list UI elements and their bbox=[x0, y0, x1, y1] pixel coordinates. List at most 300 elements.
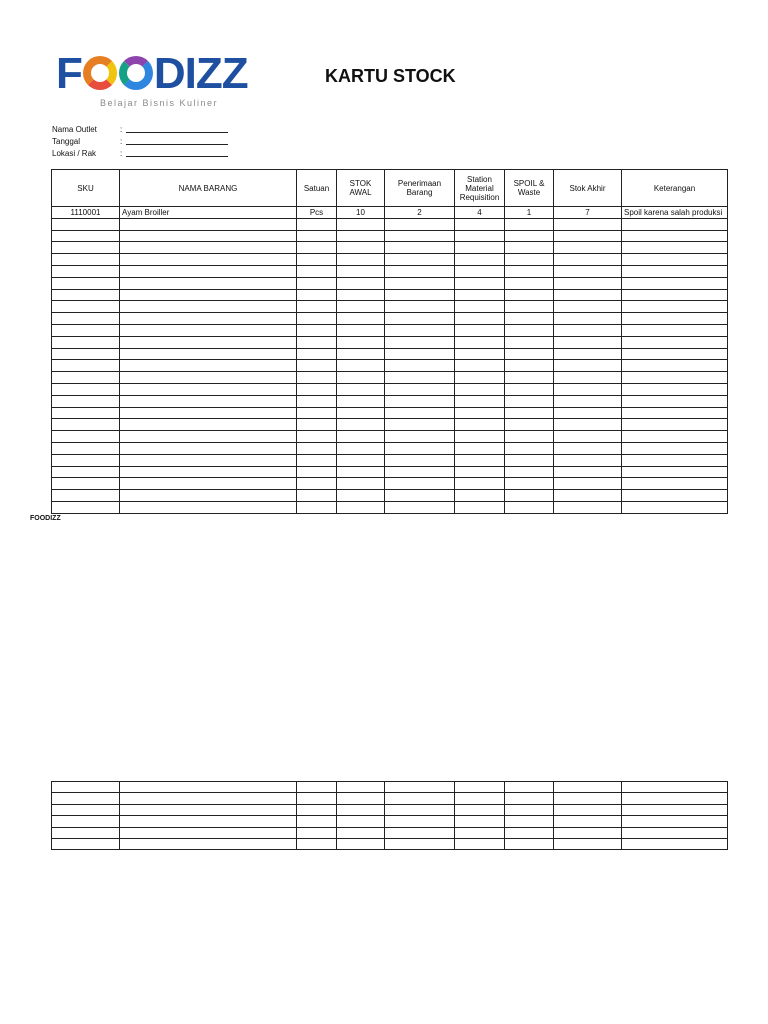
empty-cell[interactable] bbox=[120, 442, 297, 454]
empty-cell[interactable] bbox=[554, 478, 622, 490]
empty-cell[interactable] bbox=[622, 407, 728, 419]
empty-cell[interactable] bbox=[52, 454, 120, 466]
empty-cell[interactable] bbox=[297, 431, 337, 443]
empty-cell[interactable] bbox=[385, 277, 455, 289]
empty-cell[interactable] bbox=[554, 793, 622, 804]
empty-cell[interactable] bbox=[455, 324, 505, 336]
empty-cell[interactable] bbox=[52, 265, 120, 277]
empty-cell[interactable] bbox=[385, 242, 455, 254]
empty-cell[interactable] bbox=[52, 360, 120, 372]
empty-cell[interactable] bbox=[554, 289, 622, 301]
empty-cell[interactable] bbox=[297, 289, 337, 301]
empty-cell[interactable] bbox=[52, 242, 120, 254]
empty-cell[interactable] bbox=[297, 407, 337, 419]
empty-cell[interactable] bbox=[505, 490, 554, 502]
empty-cell[interactable] bbox=[622, 360, 728, 372]
empty-cell[interactable] bbox=[385, 360, 455, 372]
empty-cell[interactable] bbox=[554, 827, 622, 838]
empty-cell[interactable] bbox=[120, 501, 297, 513]
table-row bbox=[52, 478, 728, 490]
empty-cell[interactable] bbox=[385, 466, 455, 478]
empty-cell[interactable] bbox=[337, 419, 385, 431]
empty-cell[interactable] bbox=[505, 324, 554, 336]
empty-cell[interactable] bbox=[297, 816, 337, 827]
empty-cell[interactable] bbox=[455, 490, 505, 502]
empty-cell[interactable] bbox=[455, 442, 505, 454]
empty-cell[interactable] bbox=[120, 242, 297, 254]
empty-cell[interactable] bbox=[505, 336, 554, 348]
empty-cell[interactable] bbox=[505, 218, 554, 230]
empty-cell[interactable] bbox=[505, 383, 554, 395]
empty-cell[interactable] bbox=[554, 490, 622, 502]
empty-cell[interactable] bbox=[622, 816, 728, 827]
empty-cell[interactable] bbox=[52, 395, 120, 407]
empty-cell[interactable] bbox=[52, 407, 120, 419]
empty-cell[interactable] bbox=[337, 490, 385, 502]
empty-cell[interactable] bbox=[52, 301, 120, 313]
empty-cell[interactable] bbox=[120, 431, 297, 443]
empty-cell[interactable] bbox=[455, 466, 505, 478]
empty-cell[interactable] bbox=[505, 442, 554, 454]
empty-cell[interactable] bbox=[297, 230, 337, 242]
empty-cell[interactable] bbox=[337, 442, 385, 454]
empty-cell[interactable] bbox=[120, 804, 297, 815]
empty-cell[interactable] bbox=[337, 827, 385, 838]
empty-cell[interactable] bbox=[337, 782, 385, 793]
empty-cell[interactable] bbox=[622, 431, 728, 443]
empty-cell[interactable] bbox=[505, 254, 554, 266]
empty-cell[interactable] bbox=[120, 218, 297, 230]
empty-cell[interactable] bbox=[455, 431, 505, 443]
empty-cell[interactable] bbox=[120, 454, 297, 466]
empty-cell[interactable] bbox=[622, 313, 728, 325]
empty-cell[interactable] bbox=[337, 395, 385, 407]
empty-cell[interactable] bbox=[52, 336, 120, 348]
empty-cell[interactable] bbox=[455, 372, 505, 384]
empty-cell[interactable] bbox=[385, 804, 455, 815]
empty-cell[interactable] bbox=[385, 407, 455, 419]
empty-cell[interactable] bbox=[554, 265, 622, 277]
empty-cell[interactable] bbox=[297, 827, 337, 838]
empty-cell[interactable] bbox=[297, 313, 337, 325]
empty-cell[interactable] bbox=[554, 501, 622, 513]
empty-cell[interactable] bbox=[52, 782, 120, 793]
empty-cell[interactable] bbox=[120, 827, 297, 838]
empty-cell[interactable] bbox=[505, 838, 554, 849]
empty-cell[interactable] bbox=[297, 490, 337, 502]
cell-sku[interactable]: 1110001 bbox=[52, 207, 120, 219]
empty-cell[interactable] bbox=[455, 230, 505, 242]
empty-cell[interactable] bbox=[337, 407, 385, 419]
empty-cell[interactable] bbox=[505, 419, 554, 431]
empty-cell[interactable] bbox=[297, 254, 337, 266]
empty-cell[interactable] bbox=[554, 419, 622, 431]
empty-cell[interactable] bbox=[385, 324, 455, 336]
empty-cell[interactable] bbox=[385, 336, 455, 348]
empty-cell[interactable] bbox=[120, 360, 297, 372]
empty-cell[interactable] bbox=[622, 301, 728, 313]
empty-cell[interactable] bbox=[622, 478, 728, 490]
empty-cell[interactable] bbox=[337, 816, 385, 827]
empty-cell[interactable] bbox=[455, 277, 505, 289]
empty-cell[interactable] bbox=[385, 348, 455, 360]
empty-cell[interactable] bbox=[554, 407, 622, 419]
empty-cell[interactable] bbox=[385, 254, 455, 266]
empty-cell[interactable] bbox=[622, 372, 728, 384]
empty-cell[interactable] bbox=[120, 419, 297, 431]
empty-cell[interactable] bbox=[385, 478, 455, 490]
empty-cell[interactable] bbox=[554, 816, 622, 827]
cell-closing-stock[interactable]: 7 bbox=[554, 207, 622, 219]
empty-cell[interactable] bbox=[385, 816, 455, 827]
empty-cell[interactable] bbox=[554, 230, 622, 242]
empty-cell[interactable] bbox=[120, 816, 297, 827]
empty-cell[interactable] bbox=[622, 490, 728, 502]
empty-cell[interactable] bbox=[554, 324, 622, 336]
empty-cell[interactable] bbox=[455, 478, 505, 490]
empty-cell[interactable] bbox=[622, 793, 728, 804]
empty-cell[interactable] bbox=[120, 395, 297, 407]
empty-cell[interactable] bbox=[120, 254, 297, 266]
empty-cell[interactable] bbox=[505, 313, 554, 325]
empty-cell[interactable] bbox=[385, 454, 455, 466]
empty-cell[interactable] bbox=[120, 348, 297, 360]
empty-cell[interactable] bbox=[120, 407, 297, 419]
empty-cell[interactable] bbox=[455, 793, 505, 804]
empty-cell[interactable] bbox=[52, 289, 120, 301]
empty-cell[interactable] bbox=[337, 431, 385, 443]
empty-cell[interactable] bbox=[120, 277, 297, 289]
empty-cell[interactable] bbox=[554, 242, 622, 254]
empty-cell[interactable] bbox=[554, 372, 622, 384]
empty-cell[interactable] bbox=[297, 336, 337, 348]
empty-cell[interactable] bbox=[455, 348, 505, 360]
empty-cell[interactable] bbox=[622, 454, 728, 466]
header-requisition: Station Material Requisition bbox=[455, 170, 505, 207]
empty-cell[interactable] bbox=[337, 360, 385, 372]
empty-cell[interactable] bbox=[385, 501, 455, 513]
empty-cell[interactable] bbox=[622, 395, 728, 407]
cell-item-name[interactable]: Ayam Broiller bbox=[120, 207, 297, 219]
table-row bbox=[52, 289, 728, 301]
empty-cell[interactable] bbox=[337, 838, 385, 849]
empty-cell[interactable] bbox=[554, 348, 622, 360]
empty-cell[interactable] bbox=[505, 431, 554, 443]
empty-cell[interactable] bbox=[297, 218, 337, 230]
empty-cell[interactable] bbox=[505, 478, 554, 490]
empty-cell[interactable] bbox=[505, 301, 554, 313]
empty-cell[interactable] bbox=[297, 466, 337, 478]
empty-cell[interactable] bbox=[385, 218, 455, 230]
empty-cell[interactable] bbox=[455, 218, 505, 230]
empty-cell[interactable] bbox=[622, 501, 728, 513]
empty-cell[interactable] bbox=[120, 490, 297, 502]
empty-cell[interactable] bbox=[505, 827, 554, 838]
empty-cell[interactable] bbox=[52, 431, 120, 443]
empty-cell[interactable] bbox=[554, 442, 622, 454]
empty-cell[interactable] bbox=[554, 336, 622, 348]
empty-cell[interactable] bbox=[52, 827, 120, 838]
empty-cell[interactable] bbox=[554, 218, 622, 230]
empty-cell[interactable] bbox=[337, 348, 385, 360]
logo-wordmark: F DIZZ bbox=[56, 49, 248, 98]
empty-cell[interactable] bbox=[554, 466, 622, 478]
empty-cell[interactable] bbox=[297, 324, 337, 336]
empty-cell[interactable] bbox=[52, 501, 120, 513]
empty-cell[interactable] bbox=[120, 838, 297, 849]
empty-cell[interactable] bbox=[385, 372, 455, 384]
empty-cell[interactable] bbox=[337, 230, 385, 242]
empty-cell[interactable] bbox=[622, 336, 728, 348]
empty-cell[interactable] bbox=[455, 242, 505, 254]
empty-cell[interactable] bbox=[120, 230, 297, 242]
empty-cell[interactable] bbox=[337, 301, 385, 313]
empty-cell[interactable] bbox=[52, 442, 120, 454]
empty-cell[interactable] bbox=[505, 395, 554, 407]
header-receiving: Penerimaan Barang bbox=[385, 170, 455, 207]
empty-cell[interactable] bbox=[455, 301, 505, 313]
empty-cell[interactable] bbox=[554, 431, 622, 443]
empty-cell[interactable] bbox=[455, 289, 505, 301]
empty-cell[interactable] bbox=[385, 289, 455, 301]
cell-spoil-waste[interactable]: 1 bbox=[505, 207, 554, 219]
empty-cell[interactable] bbox=[455, 336, 505, 348]
empty-cell[interactable] bbox=[337, 336, 385, 348]
empty-cell[interactable] bbox=[52, 419, 120, 431]
empty-cell[interactable] bbox=[52, 804, 120, 815]
empty-cell[interactable] bbox=[52, 490, 120, 502]
empty-cell[interactable] bbox=[385, 395, 455, 407]
meta-fields bbox=[52, 123, 228, 159]
empty-cell[interactable] bbox=[622, 838, 728, 849]
empty-cell[interactable] bbox=[455, 383, 505, 395]
empty-cell[interactable] bbox=[622, 324, 728, 336]
empty-cell[interactable] bbox=[337, 218, 385, 230]
empty-cell[interactable] bbox=[297, 454, 337, 466]
empty-cell[interactable] bbox=[622, 218, 728, 230]
empty-cell[interactable] bbox=[120, 782, 297, 793]
empty-cell[interactable] bbox=[297, 383, 337, 395]
empty-cell[interactable] bbox=[385, 838, 455, 849]
empty-cell[interactable] bbox=[622, 242, 728, 254]
empty-cell[interactable] bbox=[505, 454, 554, 466]
empty-cell[interactable] bbox=[120, 265, 297, 277]
empty-cell[interactable] bbox=[52, 348, 120, 360]
empty-cell[interactable] bbox=[622, 804, 728, 815]
empty-cell[interactable] bbox=[297, 782, 337, 793]
empty-cell[interactable] bbox=[120, 372, 297, 384]
empty-cell[interactable] bbox=[385, 793, 455, 804]
empty-cell[interactable] bbox=[385, 265, 455, 277]
empty-cell[interactable] bbox=[297, 804, 337, 815]
empty-cell[interactable] bbox=[505, 501, 554, 513]
empty-cell[interactable] bbox=[554, 454, 622, 466]
empty-cell[interactable] bbox=[297, 419, 337, 431]
empty-cell[interactable] bbox=[554, 395, 622, 407]
empty-cell[interactable] bbox=[120, 466, 297, 478]
empty-cell[interactable] bbox=[337, 454, 385, 466]
empty-cell[interactable] bbox=[120, 336, 297, 348]
empty-cell[interactable] bbox=[455, 265, 505, 277]
empty-cell[interactable] bbox=[337, 265, 385, 277]
empty-cell[interactable] bbox=[455, 816, 505, 827]
empty-cell[interactable] bbox=[120, 289, 297, 301]
empty-cell[interactable] bbox=[622, 442, 728, 454]
empty-cell[interactable] bbox=[505, 277, 554, 289]
empty-cell[interactable] bbox=[52, 372, 120, 384]
empty-cell[interactable] bbox=[385, 782, 455, 793]
empty-cell[interactable] bbox=[120, 383, 297, 395]
empty-cell[interactable] bbox=[622, 782, 728, 793]
empty-cell[interactable] bbox=[505, 265, 554, 277]
empty-cell[interactable] bbox=[505, 348, 554, 360]
empty-cell[interactable] bbox=[337, 313, 385, 325]
cell-unit[interactable]: Pcs bbox=[297, 207, 337, 219]
cell-opening-stock[interactable]: 10 bbox=[337, 207, 385, 219]
empty-cell[interactable] bbox=[622, 383, 728, 395]
empty-cell[interactable] bbox=[52, 838, 120, 849]
cell-requisition[interactable]: 4 bbox=[455, 207, 505, 219]
empty-cell[interactable] bbox=[455, 454, 505, 466]
empty-cell[interactable] bbox=[554, 277, 622, 289]
empty-cell[interactable] bbox=[622, 466, 728, 478]
empty-cell[interactable] bbox=[622, 230, 728, 242]
empty-cell[interactable] bbox=[505, 230, 554, 242]
empty-cell[interactable] bbox=[52, 383, 120, 395]
empty-cell[interactable] bbox=[297, 360, 337, 372]
empty-cell[interactable] bbox=[455, 395, 505, 407]
empty-cell[interactable] bbox=[297, 478, 337, 490]
empty-cell[interactable] bbox=[505, 372, 554, 384]
empty-cell[interactable] bbox=[622, 277, 728, 289]
empty-cell[interactable] bbox=[52, 816, 120, 827]
empty-cell[interactable] bbox=[554, 383, 622, 395]
empty-cell[interactable] bbox=[297, 793, 337, 804]
empty-cell[interactable] bbox=[337, 254, 385, 266]
empty-cell[interactable] bbox=[297, 277, 337, 289]
empty-cell[interactable] bbox=[505, 793, 554, 804]
empty-cell[interactable] bbox=[505, 804, 554, 815]
empty-cell[interactable] bbox=[385, 313, 455, 325]
empty-cell[interactable] bbox=[337, 501, 385, 513]
empty-cell[interactable] bbox=[455, 360, 505, 372]
empty-cell[interactable] bbox=[337, 793, 385, 804]
empty-cell[interactable] bbox=[385, 827, 455, 838]
empty-cell[interactable] bbox=[297, 501, 337, 513]
empty-cell[interactable] bbox=[52, 313, 120, 325]
empty-cell[interactable] bbox=[297, 442, 337, 454]
empty-cell[interactable] bbox=[554, 254, 622, 266]
empty-cell[interactable] bbox=[385, 442, 455, 454]
empty-cell[interactable] bbox=[385, 431, 455, 443]
empty-cell[interactable] bbox=[120, 478, 297, 490]
empty-cell[interactable] bbox=[554, 804, 622, 815]
empty-cell[interactable] bbox=[505, 407, 554, 419]
empty-cell[interactable] bbox=[52, 466, 120, 478]
empty-cell[interactable] bbox=[337, 804, 385, 815]
empty-cell[interactable] bbox=[52, 478, 120, 490]
empty-cell[interactable] bbox=[337, 383, 385, 395]
empty-cell[interactable] bbox=[337, 289, 385, 301]
empty-cell[interactable] bbox=[455, 782, 505, 793]
empty-cell[interactable] bbox=[337, 372, 385, 384]
empty-cell[interactable] bbox=[622, 348, 728, 360]
empty-cell[interactable] bbox=[297, 301, 337, 313]
empty-cell[interactable] bbox=[297, 838, 337, 849]
empty-cell[interactable] bbox=[120, 793, 297, 804]
empty-cell[interactable] bbox=[52, 324, 120, 336]
empty-cell[interactable] bbox=[505, 816, 554, 827]
empty-cell[interactable] bbox=[455, 827, 505, 838]
empty-cell[interactable] bbox=[455, 254, 505, 266]
empty-cell[interactable] bbox=[554, 782, 622, 793]
empty-cell[interactable] bbox=[385, 490, 455, 502]
empty-cell[interactable] bbox=[297, 372, 337, 384]
empty-cell[interactable] bbox=[455, 804, 505, 815]
cell-notes[interactable]: Spoil karena salah produksi bbox=[622, 207, 728, 219]
empty-cell[interactable] bbox=[337, 277, 385, 289]
empty-cell[interactable] bbox=[622, 254, 728, 266]
empty-cell[interactable] bbox=[554, 301, 622, 313]
empty-cell[interactable] bbox=[297, 265, 337, 277]
empty-cell[interactable] bbox=[622, 419, 728, 431]
cell-receiving[interactable]: 2 bbox=[385, 207, 455, 219]
empty-cell[interactable] bbox=[455, 419, 505, 431]
empty-cell[interactable] bbox=[622, 265, 728, 277]
empty-cell[interactable] bbox=[385, 419, 455, 431]
empty-cell[interactable] bbox=[622, 827, 728, 838]
empty-cell[interactable] bbox=[52, 230, 120, 242]
meta-blank-line[interactable] bbox=[126, 149, 228, 157]
empty-cell[interactable] bbox=[385, 230, 455, 242]
foodizz-logo bbox=[56, 49, 256, 112]
header-unit: Satuan bbox=[297, 170, 337, 207]
empty-cell[interactable] bbox=[297, 348, 337, 360]
empty-cell[interactable] bbox=[297, 242, 337, 254]
empty-cell[interactable] bbox=[385, 383, 455, 395]
empty-cell[interactable] bbox=[554, 360, 622, 372]
empty-cell[interactable] bbox=[455, 407, 505, 419]
empty-cell[interactable] bbox=[52, 218, 120, 230]
empty-cell[interactable] bbox=[52, 793, 120, 804]
empty-cell[interactable] bbox=[337, 324, 385, 336]
empty-cell[interactable] bbox=[554, 313, 622, 325]
empty-cell[interactable] bbox=[455, 838, 505, 849]
empty-cell[interactable] bbox=[505, 466, 554, 478]
empty-cell[interactable] bbox=[120, 301, 297, 313]
empty-cell[interactable] bbox=[505, 289, 554, 301]
meta-blank-line[interactable] bbox=[126, 137, 228, 145]
empty-cell[interactable] bbox=[120, 324, 297, 336]
empty-cell[interactable] bbox=[505, 360, 554, 372]
empty-cell[interactable] bbox=[52, 254, 120, 266]
empty-cell[interactable] bbox=[337, 478, 385, 490]
empty-cell[interactable] bbox=[120, 313, 297, 325]
meta-blank-line[interactable] bbox=[126, 125, 228, 133]
empty-cell[interactable] bbox=[622, 289, 728, 301]
empty-cell[interactable] bbox=[337, 466, 385, 478]
empty-cell[interactable] bbox=[337, 242, 385, 254]
empty-cell[interactable] bbox=[297, 395, 337, 407]
empty-cell[interactable] bbox=[455, 501, 505, 513]
empty-cell[interactable] bbox=[52, 277, 120, 289]
empty-cell[interactable] bbox=[385, 301, 455, 313]
logo-tagline: Belajar Bisnis Kuliner bbox=[100, 98, 219, 108]
empty-cell[interactable] bbox=[505, 782, 554, 793]
empty-cell[interactable] bbox=[554, 838, 622, 849]
empty-cell[interactable] bbox=[505, 242, 554, 254]
empty-cell[interactable] bbox=[455, 313, 505, 325]
